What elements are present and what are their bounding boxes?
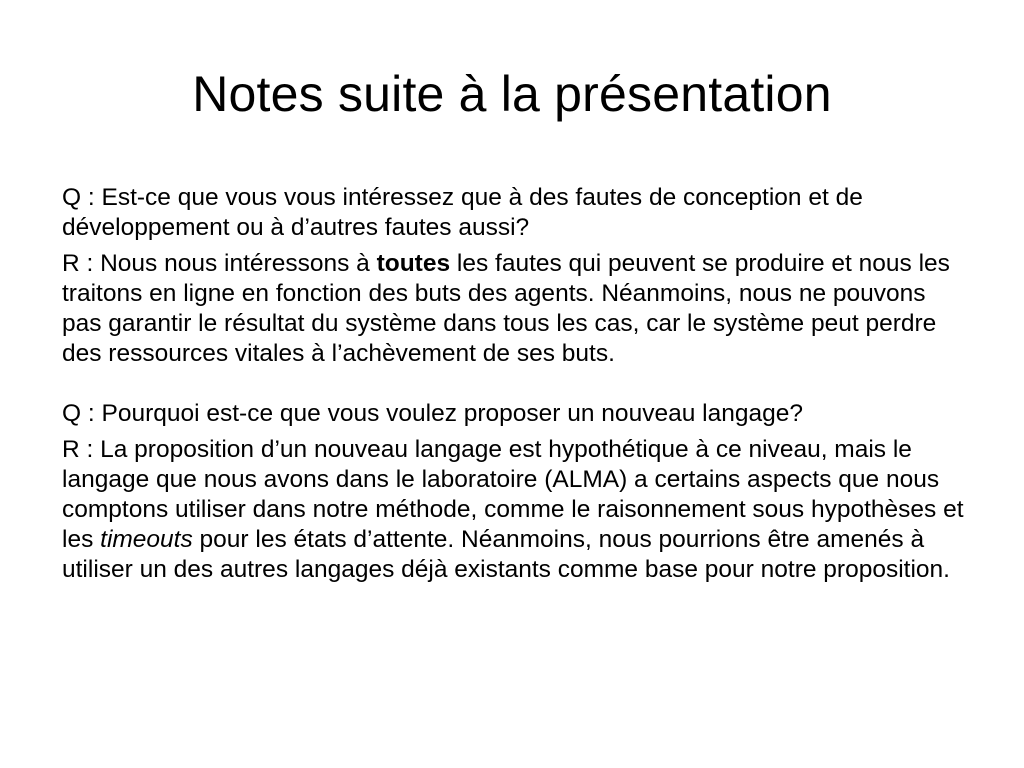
answer-1-text-end: les fautes qui peuvent se produire et nous les traitons en ligne en fonction des buts des agents. Néanmoins, nous ne pouvons pas garantir le résultat du système dans tous les cas, car le système peut perdre des ressources vitales à l’achèvement de ses buts.	[62, 250, 950, 367]
answer-1-emphasis: toutes	[376, 250, 451, 277]
answer-2-text-end: pour les états d’attente. Néanmoins, nous pourrions être amenés à utiliser un des autres langages déjà existants comme base pour notre proposition.	[62, 526, 950, 583]
slide-body	[62, 183, 970, 591]
answer-2-emphasis: timeouts	[100, 526, 193, 553]
question-1: Q : Est-ce que vous vous intéressez que à des fautes de conception et de développement ou à d’autres fautes aussi?	[62, 184, 863, 241]
answer-1	[62, 249, 970, 369]
question-2: Q : Pourquoi est-ce que vous voulez proposer un nouveau langage?	[62, 400, 803, 427]
answer-2-text-start: R : La proposition d’un nouveau langage est hypothétique à ce niveau, mais le langage que nous avons dans le laboratoire (ALMA) a certains aspects que nous comptons utiliser dans notre méthode, comme le raisonnement sous hypothèses et les	[62, 436, 964, 553]
answer-1-text-start: R : Nous nous intéressons à	[62, 250, 377, 277]
answer-2	[62, 435, 970, 585]
slide-title: Notes suite à la présentation	[192, 66, 832, 122]
